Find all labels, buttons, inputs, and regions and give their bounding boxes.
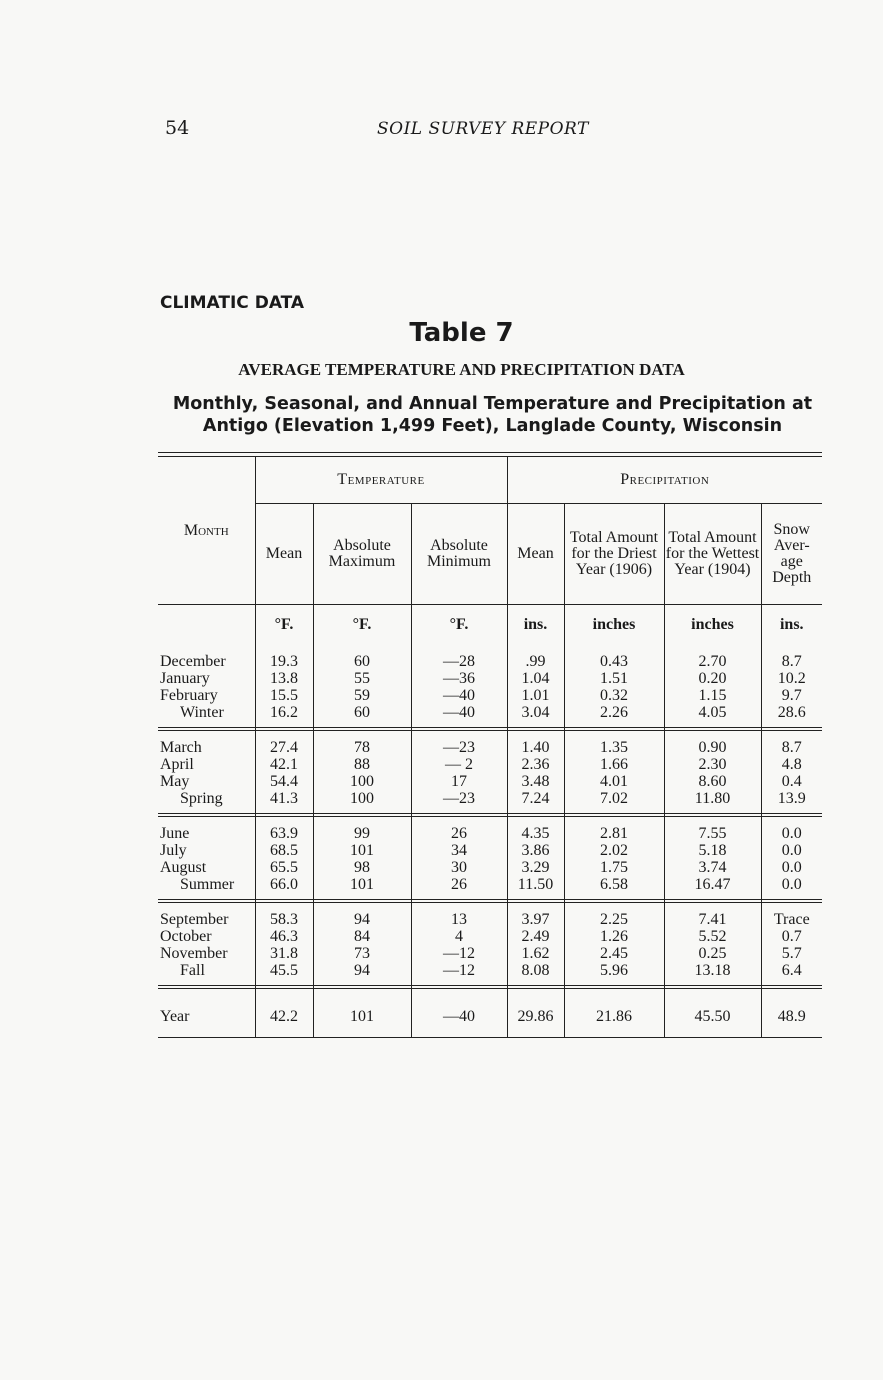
value-cell: 7.55 [664, 825, 761, 842]
value-cell: 8.60 [664, 773, 761, 790]
value-cell: 0.32 [564, 687, 664, 704]
value-cell: 10.2 [761, 670, 822, 687]
month-row [158, 842, 822, 859]
value-cell: 100 [313, 790, 411, 807]
season-row [158, 876, 822, 893]
value-cell: 6.4 [761, 962, 822, 979]
value-cell: 13.8 [255, 670, 313, 687]
value-cell: 1.40 [507, 739, 564, 756]
value-cell: 2.36 [507, 756, 564, 773]
value-cell: 2.30 [664, 756, 761, 773]
year-value-cell: 21.86 [564, 997, 664, 1037]
group-spacer [158, 989, 822, 998]
group-spacer [158, 731, 822, 740]
season-label: Summer [180, 876, 235, 893]
value-cell: 60 [313, 653, 411, 670]
temp-mean-header: Mean [255, 504, 313, 605]
season-label: Winter [180, 704, 224, 721]
value-cell: 2.70 [664, 653, 761, 670]
value-cell: 1.01 [507, 687, 564, 704]
unit-cell: °F. [313, 605, 411, 646]
value-cell: 26 [411, 825, 507, 842]
precip-mean-header: Mean [507, 504, 564, 605]
value-cell: 9.7 [761, 687, 822, 704]
month-label: September [160, 911, 229, 928]
value-cell: 3.48 [507, 773, 564, 790]
value-cell: 2.49 [507, 928, 564, 945]
value-cell: 13.18 [664, 962, 761, 979]
month-row [158, 911, 822, 928]
month-label: December [160, 653, 226, 670]
value-cell: 63.9 [255, 825, 313, 842]
unit-cell: ins. [507, 605, 564, 646]
value-cell: 46.3 [255, 928, 313, 945]
value-cell: 19.3 [255, 653, 313, 670]
value-cell: 98 [313, 859, 411, 876]
units-row [158, 605, 822, 646]
month-label: May [160, 773, 190, 790]
value-cell: 3.86 [507, 842, 564, 859]
table-bottom-rule [158, 1037, 822, 1038]
value-cell: 16.47 [664, 876, 761, 893]
unit-cell: inches [564, 605, 664, 646]
value-cell: 101 [313, 876, 411, 893]
value-cell: 99 [313, 825, 411, 842]
value-cell: 31.8 [255, 945, 313, 962]
temperature-header: Temperature [255, 457, 507, 504]
month-header: Month [183, 521, 229, 539]
value-cell: 0.0 [761, 876, 822, 893]
value-cell: 13 [411, 911, 507, 928]
value-cell: — 2 [411, 756, 507, 773]
value-cell: 65.5 [255, 859, 313, 876]
table-subtitle: Monthly, Seasonal, and Annual Temperature and Precipitation at Antigo (Elevation 1,499 Feet), Langlade County, Wisconsin [172, 394, 813, 436]
value-cell: 0.43 [564, 653, 664, 670]
value-cell: .99 [507, 653, 564, 670]
month-label: February [160, 687, 218, 704]
year-value-cell: 48.9 [761, 997, 822, 1037]
value-cell: 13.9 [761, 790, 822, 807]
temp-min-header: Absolute Minimum [411, 504, 507, 605]
year-value-cell: 42.2 [255, 997, 313, 1037]
group-spacer [158, 645, 822, 653]
value-cell: 16.2 [255, 704, 313, 721]
value-cell: 8.08 [507, 962, 564, 979]
group-spacer [158, 817, 822, 826]
month-label: March [160, 739, 202, 756]
value-cell: —36 [411, 670, 507, 687]
value-cell: 28.6 [761, 704, 822, 721]
value-cell: 34 [411, 842, 507, 859]
month-row [158, 773, 822, 790]
month-row [158, 653, 822, 670]
year-value-cell: 101 [313, 997, 411, 1037]
value-cell: 7.24 [507, 790, 564, 807]
value-cell: 60 [313, 704, 411, 721]
value-cell: 7.02 [564, 790, 664, 807]
running-head: SOIL SURVEY REPORT [377, 119, 589, 139]
precipitation-header: Precipitation [507, 457, 822, 504]
value-cell: 6.58 [564, 876, 664, 893]
value-cell: 1.62 [507, 945, 564, 962]
value-cell: 1.66 [564, 756, 664, 773]
value-cell: 2.25 [564, 911, 664, 928]
year-label: Year [160, 1008, 190, 1025]
value-cell: 45.5 [255, 962, 313, 979]
value-cell: 59 [313, 687, 411, 704]
value-cell: 0.25 [664, 945, 761, 962]
value-cell: 1.51 [564, 670, 664, 687]
value-cell: 2.02 [564, 842, 664, 859]
year-value-cell: 29.86 [507, 997, 564, 1037]
value-cell: 7.41 [664, 911, 761, 928]
value-cell: 4.8 [761, 756, 822, 773]
value-cell: 84 [313, 928, 411, 945]
month-row [158, 739, 822, 756]
value-cell: 55 [313, 670, 411, 687]
value-cell: 3.04 [507, 704, 564, 721]
table-label: Table 7 [409, 318, 514, 348]
value-cell: —40 [411, 704, 507, 721]
value-cell: 68.5 [255, 842, 313, 859]
value-cell: 30 [411, 859, 507, 876]
climate-table [158, 457, 822, 1037]
month-label: April [160, 756, 194, 773]
year-value-cell: 45.50 [664, 997, 761, 1037]
month-label: November [160, 945, 228, 962]
precip-driest-header: Total Amount for the Driest Year (1906) [564, 504, 664, 605]
page-number: 54 [165, 117, 190, 139]
value-cell: 11.50 [507, 876, 564, 893]
month-row [158, 928, 822, 945]
season-row [158, 790, 822, 807]
value-cell: 3.29 [507, 859, 564, 876]
value-cell: 1.26 [564, 928, 664, 945]
value-cell: 0.0 [761, 859, 822, 876]
value-cell: 4.05 [664, 704, 761, 721]
value-cell: 41.3 [255, 790, 313, 807]
value-cell: 42.1 [255, 756, 313, 773]
season-label: Fall [180, 962, 205, 979]
value-cell: 2.81 [564, 825, 664, 842]
month-label: October [160, 928, 212, 945]
value-cell: 5.96 [564, 962, 664, 979]
value-cell: 94 [313, 911, 411, 928]
season-row [158, 704, 822, 721]
value-cell: 15.5 [255, 687, 313, 704]
value-cell: —23 [411, 790, 507, 807]
value-cell: 0.4 [761, 773, 822, 790]
value-cell: 94 [313, 962, 411, 979]
value-cell: 0.90 [664, 739, 761, 756]
month-label: July [160, 842, 187, 859]
value-cell: 66.0 [255, 876, 313, 893]
unit-cell: ins. [761, 605, 822, 646]
climate-table-container [158, 452, 822, 1038]
value-cell: 101 [313, 842, 411, 859]
value-cell: 73 [313, 945, 411, 962]
snow-depth-header: Snow Aver- age Depth [761, 504, 822, 605]
value-cell: —40 [411, 687, 507, 704]
section-title: CLIMATIC DATA [160, 293, 305, 313]
month-label: June [160, 825, 190, 842]
value-cell: 0.20 [664, 670, 761, 687]
year-value-cell: —40 [411, 997, 507, 1037]
unit-cell: °F. [411, 605, 507, 646]
value-cell: 4.01 [564, 773, 664, 790]
month-row [158, 687, 822, 704]
value-cell: 5.7 [761, 945, 822, 962]
value-cell: 1.75 [564, 859, 664, 876]
precip-wettest-header: Total Amount for the Wettest Year (1904) [664, 504, 761, 605]
group-spacer [158, 903, 822, 912]
value-cell: 54.4 [255, 773, 313, 790]
month-row [158, 859, 822, 876]
value-cell: 26 [411, 876, 507, 893]
value-cell: 4.35 [507, 825, 564, 842]
table-title: AVERAGE TEMPERATURE AND PRECIPITATION DATA [238, 360, 685, 379]
value-cell: —28 [411, 653, 507, 670]
year-row [158, 997, 822, 1037]
value-cell: 5.52 [664, 928, 761, 945]
unit-cell: °F. [255, 605, 313, 646]
value-cell: 17 [411, 773, 507, 790]
value-cell: 100 [313, 773, 411, 790]
value-cell: 58.3 [255, 911, 313, 928]
value-cell: 0.7 [761, 928, 822, 945]
value-cell: 4 [411, 928, 507, 945]
value-cell: 1.15 [664, 687, 761, 704]
value-cell: 8.7 [761, 739, 822, 756]
value-cell: 1.35 [564, 739, 664, 756]
temp-max-header: Absolute Maximum [313, 504, 411, 605]
value-cell: 0.0 [761, 825, 822, 842]
value-cell: 0.0 [761, 842, 822, 859]
value-cell: 1.04 [507, 670, 564, 687]
value-cell: —12 [411, 945, 507, 962]
month-row [158, 945, 822, 962]
value-cell: 78 [313, 739, 411, 756]
month-label: August [160, 859, 207, 876]
value-cell: 8.7 [761, 653, 822, 670]
value-cell: 11.80 [664, 790, 761, 807]
unit-cell: inches [664, 605, 761, 646]
value-cell: Trace [761, 911, 822, 928]
season-label: Spring [180, 790, 223, 807]
value-cell: —23 [411, 739, 507, 756]
value-cell: 5.18 [664, 842, 761, 859]
season-row [158, 962, 822, 979]
value-cell: 88 [313, 756, 411, 773]
value-cell: 2.45 [564, 945, 664, 962]
value-cell: —12 [411, 962, 507, 979]
value-cell: 2.26 [564, 704, 664, 721]
month-label: January [160, 670, 210, 687]
value-cell: 3.97 [507, 911, 564, 928]
month-row [158, 670, 822, 687]
month-row [158, 756, 822, 773]
value-cell: 3.74 [664, 859, 761, 876]
value-cell: 27.4 [255, 739, 313, 756]
month-row [158, 825, 822, 842]
